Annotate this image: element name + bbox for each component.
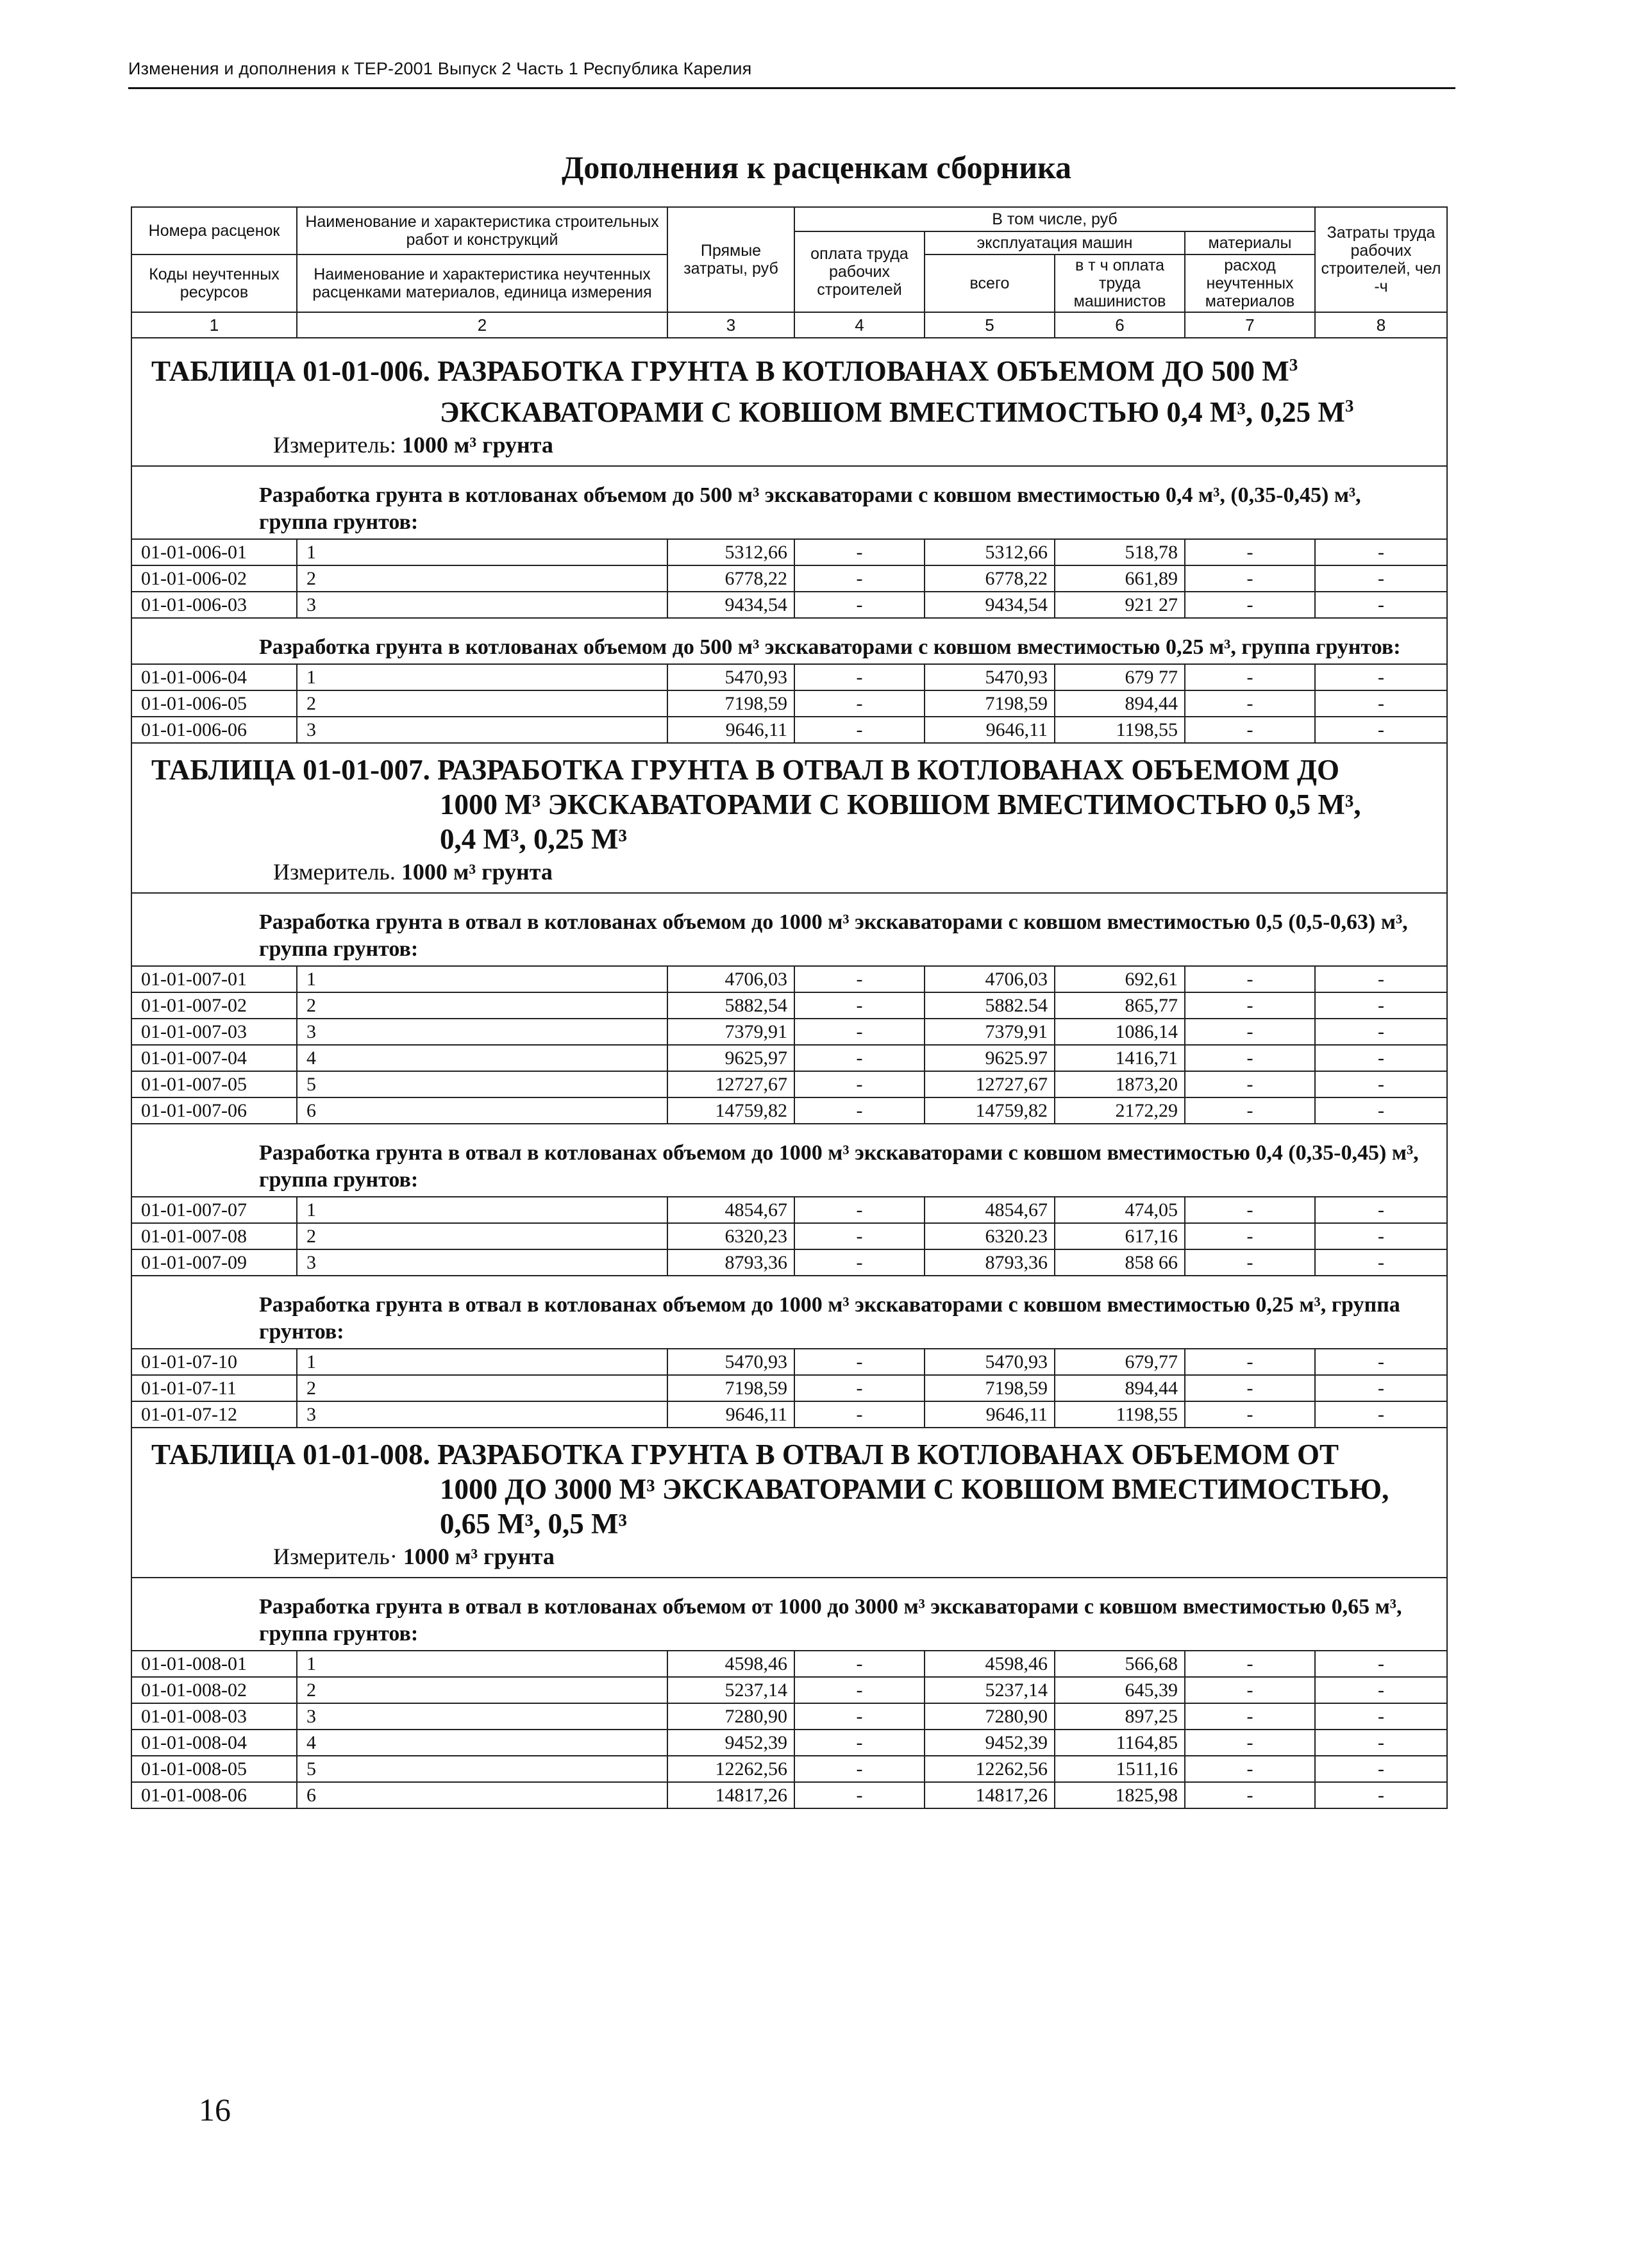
col-codes-header-bottom: Коды неучтенных ресурсов: [131, 254, 297, 312]
table-title-row: [131, 338, 1447, 466]
table-title-line: [151, 347, 1427, 388]
table-cell: -: [1315, 1349, 1447, 1375]
table-cell: -: [794, 1349, 925, 1375]
table-cell: 5470,93: [925, 1349, 1055, 1375]
table-cell: -: [794, 1375, 925, 1401]
table-cell: 01-01-007-08: [131, 1223, 297, 1249]
table-cell: 2: [297, 1677, 667, 1703]
table-cell: 4598,46: [667, 1651, 794, 1677]
group-title: Разработка грунта в котлованах объемом до 500 м³ экскаваторами с ковшом вместимостью 0,4 м³, (0,35-0,45) м³, группа грунтов:: [131, 466, 1447, 539]
table-cell: -: [1185, 1097, 1315, 1124]
table-row: [131, 592, 1447, 618]
col-number: 3: [667, 312, 794, 338]
table-row: [131, 690, 1447, 717]
table-cell: 01-01-07-12: [131, 1401, 297, 1428]
table-row: [131, 1677, 1447, 1703]
table-cell: 1873,20: [1055, 1071, 1185, 1097]
table-cell: 8793,36: [667, 1249, 794, 1276]
table-cell: -: [794, 1782, 925, 1808]
table-cell: 3: [297, 592, 667, 618]
table-cell: -: [794, 1249, 925, 1276]
table-row: [131, 1375, 1447, 1401]
table-cell: 1: [297, 1349, 667, 1375]
table-row: [131, 1782, 1447, 1808]
table-cell: 14817,26: [925, 1782, 1055, 1808]
running-header: Изменения и дополнения к ТЕР-2001 Выпуск 2 Часть 1 Республика Карелия: [128, 59, 752, 78]
table-cell: -: [794, 1651, 925, 1677]
col-machines-header: эксплуатация машин: [925, 231, 1185, 254]
table-cell: -: [1315, 1756, 1447, 1782]
table-cell: 14759,82: [667, 1097, 794, 1124]
table-row: [131, 1197, 1447, 1223]
table-cell: -: [794, 1401, 925, 1428]
table-cell: 7198,59: [925, 1375, 1055, 1401]
table-cell: -: [794, 1097, 925, 1124]
table-cell: -: [1185, 1019, 1315, 1045]
table-cell: 474,05: [1055, 1197, 1185, 1223]
table-title-cell: [131, 338, 1447, 466]
table-title-line: [151, 753, 1427, 787]
table-cell: -: [1315, 1703, 1447, 1730]
table-title-cell: [131, 743, 1447, 893]
table-row: [131, 1249, 1447, 1276]
table-cell: 4854,67: [925, 1197, 1055, 1223]
col-number: 5: [925, 312, 1055, 338]
table-row: [131, 664, 1447, 690]
col-number: 4: [794, 312, 925, 338]
table-cell: 2: [297, 565, 667, 592]
table-cell: 617,16: [1055, 1223, 1185, 1249]
table-cell: 1511,16: [1055, 1756, 1185, 1782]
table-title-text: ЭКСКАВАТОРАМИ С КОВШОМ ВМЕСТИМОСТЬЮ 0,4 М³, 0,25 М: [440, 396, 1345, 428]
table-cell: -: [1185, 1782, 1315, 1808]
table-cell: 01-01-007-07: [131, 1197, 297, 1223]
table-cell: -: [1185, 1249, 1315, 1276]
table-cell: -: [794, 1197, 925, 1223]
table-cell: -: [794, 717, 925, 743]
table-cell: 9452,39: [667, 1730, 794, 1756]
table-cell: -: [794, 664, 925, 690]
table-cell: 01-01-007-01: [131, 966, 297, 992]
table-cell: -: [1185, 1349, 1315, 1375]
table-cell: 01-01-006-02: [131, 565, 297, 592]
table-cell: 7280,90: [925, 1703, 1055, 1730]
table-cell: 6: [297, 1782, 667, 1808]
table-cell: 2: [297, 1223, 667, 1249]
table-cell: 7198,59: [667, 1375, 794, 1401]
table-cell: 679,77: [1055, 1349, 1185, 1375]
col-name-header-bottom: Наименование и характеристика неучтенных расценками материалов, единица измерения: [297, 254, 667, 312]
table-cell: -: [1185, 1071, 1315, 1097]
table-cell: 4706,03: [667, 966, 794, 992]
table-cell: 5470,93: [667, 664, 794, 690]
table-cell: 12727,67: [925, 1071, 1055, 1097]
header-rule: [128, 87, 1455, 89]
table-cell: 7198,59: [925, 690, 1055, 717]
group-title: Разработка грунта в отвал в котлованах объемом до 1000 м³ экскаваторами с ковшом вместимостью 0,5 (0,5-0,63) м³, группа грунтов:: [131, 893, 1447, 966]
table-cell: -: [1185, 1197, 1315, 1223]
table-cell: 2: [297, 992, 667, 1019]
table-cell: 01-01-07-10: [131, 1349, 297, 1375]
table-cell: 894,44: [1055, 690, 1185, 717]
table-cell: 01-01-008-01: [131, 1651, 297, 1677]
table-cell: -: [794, 592, 925, 618]
col-direct-costs-header: Прямые затраты, руб: [667, 207, 794, 312]
table-cell: -: [1315, 1197, 1447, 1223]
table-cell: 01-01-007-02: [131, 992, 297, 1019]
table-cell: 4: [297, 1730, 667, 1756]
col-including-header: В том числе, руб: [794, 207, 1315, 231]
table-title-text: 1000 ДО 3000 М³ ЭКСКАВАТОРАМИ С КОВШОМ ВМЕСТИМОСТЬЮ,: [440, 1473, 1389, 1505]
table-cell: -: [1315, 966, 1447, 992]
table-cell: -: [1315, 992, 1447, 1019]
table-cell: 01-01-006-01: [131, 539, 297, 565]
table-row: [131, 1651, 1447, 1677]
col-codes-header-top: Номера расценок: [131, 207, 297, 254]
table-cell: 2172,29: [1055, 1097, 1185, 1124]
table-cell: -: [794, 1223, 925, 1249]
table-cell: 9646,11: [925, 1401, 1055, 1428]
table-row: [131, 966, 1447, 992]
table-cell: 1: [297, 1651, 667, 1677]
table-cell: 9646,11: [667, 1401, 794, 1428]
table-row: [131, 565, 1447, 592]
table-cell: 5470,93: [667, 1349, 794, 1375]
table-cell: -: [1315, 1097, 1447, 1124]
table-row: [131, 1401, 1447, 1428]
table-cell: 645,39: [1055, 1677, 1185, 1703]
table-title-line: 0,65 М³, 0,5 М³: [440, 1508, 627, 1540]
table-cell: 5882,54: [667, 992, 794, 1019]
table-row: [131, 1071, 1447, 1097]
table-cell: 01-01-007-09: [131, 1249, 297, 1276]
table-cell: -: [794, 1019, 925, 1045]
table-cell: 3: [297, 1703, 667, 1730]
table-cell: 01-01-008-04: [131, 1730, 297, 1756]
col-number: 7: [1185, 312, 1315, 338]
col-machines-total-header: всего: [925, 254, 1055, 312]
measure-unit: [151, 429, 1427, 460]
table-cell: 7379,91: [667, 1019, 794, 1045]
table-row: [131, 539, 1447, 565]
table-cell: 12262,56: [925, 1756, 1055, 1782]
table-cell: -: [1315, 1651, 1447, 1677]
table-title-row: [131, 1428, 1447, 1578]
table-cell: 2: [297, 1375, 667, 1401]
table-cell: -: [794, 690, 925, 717]
table-row: [131, 1019, 1447, 1045]
group-title-row: [131, 1276, 1447, 1349]
measure-label: Измеритель.: [273, 859, 396, 885]
table-cell: 01-01-008-05: [131, 1756, 297, 1782]
table-cell: -: [1185, 1401, 1315, 1428]
table-cell: 3: [297, 1019, 667, 1045]
table-cell: 6320.23: [925, 1223, 1055, 1249]
table-cell: 692,61: [1055, 966, 1185, 992]
table-cell: 14759,82: [925, 1097, 1055, 1124]
table-cell: 1198,55: [1055, 717, 1185, 743]
measure-value: 1000 м³ грунта: [403, 1544, 555, 1569]
table-cell: 1416,71: [1055, 1045, 1185, 1071]
table-cell: 01-01-008-02: [131, 1677, 297, 1703]
table-cell: -: [794, 1071, 925, 1097]
table-cell: 01-01-006-06: [131, 717, 297, 743]
table-cell: -: [1315, 1223, 1447, 1249]
table-cell: 661,89: [1055, 565, 1185, 592]
table-cell: -: [1185, 992, 1315, 1019]
group-title-row: [131, 1578, 1447, 1651]
table-cell: -: [1315, 717, 1447, 743]
group-title-row: [131, 618, 1447, 664]
table-row: [131, 717, 1447, 743]
table-title-line: [151, 1472, 1427, 1506]
table-cell: 858 66: [1055, 1249, 1185, 1276]
measure-value: 1000 м³ грунта: [401, 432, 553, 458]
table-cell: 01-01-006-05: [131, 690, 297, 717]
table-cell: 1: [297, 1197, 667, 1223]
table-cell: 7198,59: [667, 690, 794, 717]
table-cell: -: [1185, 1223, 1315, 1249]
group-title-row: [131, 893, 1447, 966]
table-row: [131, 1756, 1447, 1782]
table-cell: -: [1185, 1703, 1315, 1730]
col-labor-hours-header: Затраты труда рабочих строителей, чел -ч: [1315, 207, 1447, 312]
measure-unit: [151, 856, 1427, 887]
table-cell: 9646,11: [925, 717, 1055, 743]
group-title: Разработка грунта в отвал в котлованах объемом до 1000 м³ экскаваторами с ковшом вместимостью 0,4 (0,35-0,45) м³, группа грунтов:: [131, 1124, 1447, 1197]
table-title-text: ТАБЛИЦА 01-01-006. РАЗРАБОТКА ГРУНТА В КОТЛОВАНАХ ОБЪЕМОМ ДО 500 М: [151, 355, 1289, 387]
table-row: [131, 1097, 1447, 1124]
table-cell: 518,78: [1055, 539, 1185, 565]
table-cell: 14817,26: [667, 1782, 794, 1808]
table-cell: 7379,91: [925, 1019, 1055, 1045]
table-cell: -: [1315, 565, 1447, 592]
rates-table: [131, 206, 1448, 1809]
measure-label: Измеритель·: [273, 1544, 398, 1569]
col-operators-pay-header: в т ч оплата труда машинистов: [1055, 254, 1185, 312]
table-title-line: [151, 388, 1427, 429]
table-cell: 1086,14: [1055, 1019, 1185, 1045]
table-row: [131, 1703, 1447, 1730]
table-body: [131, 338, 1447, 1808]
table-cell: -: [1185, 690, 1315, 717]
table-cell: 865,77: [1055, 992, 1185, 1019]
col-materials-header: расход неучтенных материалов: [1185, 254, 1315, 312]
table-cell: -: [794, 1756, 925, 1782]
table-header: [131, 207, 1447, 338]
table-cell: -: [1315, 539, 1447, 565]
table-cell: 01-01-006-04: [131, 664, 297, 690]
table-cell: -: [794, 1730, 925, 1756]
table-cell: -: [1185, 1730, 1315, 1756]
table-cell: 6778,22: [667, 565, 794, 592]
table-cell: 3: [297, 1401, 667, 1428]
table-cell: 566,68: [1055, 1651, 1185, 1677]
measure-value: 1000 м³ грунта: [401, 859, 553, 885]
table-title-line: 0,4 М³, 0,25 М³: [440, 823, 627, 855]
page-number: 16: [199, 2092, 231, 2128]
table-cell: 1198,55: [1055, 1401, 1185, 1428]
table-row: [131, 1223, 1447, 1249]
table-cell: 5: [297, 1071, 667, 1097]
table-cell: 9646,11: [667, 717, 794, 743]
table-cell: 01-01-07-11: [131, 1375, 297, 1401]
table-cell: -: [1185, 1756, 1315, 1782]
table-cell: -: [1315, 1677, 1447, 1703]
group-title: Разработка грунта в отвал в котлованах объемом от 1000 до 3000 м³ экскаваторами с ковшом вместимостью 0,65 м³, группа грунтов:: [131, 1578, 1447, 1651]
table-cell: -: [1185, 1651, 1315, 1677]
table-cell: -: [794, 1703, 925, 1730]
table-cell: 01-01-007-04: [131, 1045, 297, 1071]
superscript: 3: [1344, 396, 1354, 415]
table-cell: 4598,46: [925, 1651, 1055, 1677]
table-cell: 3: [297, 1249, 667, 1276]
table-cell: -: [1185, 664, 1315, 690]
table-cell: 5470,93: [925, 664, 1055, 690]
table-cell: 9434,54: [667, 592, 794, 618]
table-cell: 679 77: [1055, 664, 1185, 690]
table-cell: 01-01-007-03: [131, 1019, 297, 1045]
table-title-row: [131, 743, 1447, 893]
table-title-line: [151, 1437, 1427, 1472]
table-cell: 9625.97: [925, 1045, 1055, 1071]
table-row: [131, 1045, 1447, 1071]
table-cell: -: [1315, 592, 1447, 618]
table-title-text: 1000 М³ ЭКСКАВАТОРАМИ С КОВШОМ ВМЕСТИМОСТЬЮ 0,5 М³,: [440, 788, 1361, 821]
table-cell: 5312,66: [667, 539, 794, 565]
table-cell: -: [1185, 1375, 1315, 1401]
table-cell: 12262,56: [667, 1756, 794, 1782]
table-cell: 01-01-007-05: [131, 1071, 297, 1097]
table-cell: -: [1315, 1071, 1447, 1097]
table-cell: -: [1185, 717, 1315, 743]
table-cell: -: [1315, 1045, 1447, 1071]
table-cell: 9434,54: [925, 592, 1055, 618]
measure-unit: [151, 1541, 1427, 1572]
table-cell: -: [794, 1677, 925, 1703]
group-title: Разработка грунта в отвал в котлованах объемом до 1000 м³ экскаваторами с ковшом вместимостью 0,25 м³, группа грунтов:: [131, 1276, 1447, 1349]
table-cell: 6320,23: [667, 1223, 794, 1249]
table-cell: -: [1315, 1730, 1447, 1756]
table-cell: -: [794, 539, 925, 565]
table-cell: 4706,03: [925, 966, 1055, 992]
group-title-row: [131, 1124, 1447, 1197]
page-title: Дополнения к расценкам сборника: [561, 149, 1072, 185]
col-name-header-top: Наименование и характеристика строительных работ и конструкций: [297, 207, 667, 254]
table-cell: -: [794, 1045, 925, 1071]
group-title: Разработка грунта в котлованах объемом до 500 м³ экскаваторами с ковшом вместимостью 0,25 м³, группа грунтов:: [131, 618, 1447, 664]
table-cell: -: [1315, 1019, 1447, 1045]
table-cell: 1: [297, 664, 667, 690]
table-cell: 01-01-006-03: [131, 592, 297, 618]
table-cell: 5: [297, 1756, 667, 1782]
table-cell: -: [1315, 664, 1447, 690]
table-cell: -: [1185, 539, 1315, 565]
table-cell: 5237,14: [925, 1677, 1055, 1703]
table-cell: 4854,67: [667, 1197, 794, 1223]
table-cell: 9452,39: [925, 1730, 1055, 1756]
table-cell: -: [1185, 966, 1315, 992]
table-cell: 894,44: [1055, 1375, 1185, 1401]
table-cell: 1: [297, 539, 667, 565]
table-cell: 6778,22: [925, 565, 1055, 592]
table-cell: 5237,14: [667, 1677, 794, 1703]
table-cell: 4: [297, 1045, 667, 1071]
table-cell: 01-01-007-06: [131, 1097, 297, 1124]
table-cell: -: [1185, 1045, 1315, 1071]
superscript: 3: [1289, 355, 1298, 374]
table-cell: 7280,90: [667, 1703, 794, 1730]
table-cell: 12727,67: [667, 1071, 794, 1097]
table-cell: 1164,85: [1055, 1730, 1185, 1756]
col-number: 6: [1055, 312, 1185, 338]
table-row: [131, 1349, 1447, 1375]
table-title-line: [151, 787, 1427, 822]
table-cell: 9625,97: [667, 1045, 794, 1071]
column-numbers-row: [131, 312, 1447, 338]
table-cell: 01-01-008-06: [131, 1782, 297, 1808]
table-cell: -: [794, 565, 925, 592]
table-cell: -: [794, 992, 925, 1019]
col-number: 2: [297, 312, 667, 338]
table-cell: 3: [297, 717, 667, 743]
table-row: [131, 992, 1447, 1019]
table-cell: 8793,36: [925, 1249, 1055, 1276]
table-cell: -: [1185, 565, 1315, 592]
table-cell: 2: [297, 690, 667, 717]
table-cell: -: [794, 966, 925, 992]
table-cell: -: [1315, 1249, 1447, 1276]
col-workers-pay-header: оплата труда рабочих строителей: [794, 231, 925, 312]
measure-label: Измеритель:: [273, 432, 396, 458]
table-cell: 921 27: [1055, 592, 1185, 618]
table-title-text: ТАБЛИЦА 01-01-007. РАЗРАБОТКА ГРУНТА В ОТВАЛ В КОТЛОВАНАХ ОБЪЕМОМ ДО: [151, 754, 1340, 786]
table-cell: -: [1315, 1401, 1447, 1428]
table-cell: 5312,66: [925, 539, 1055, 565]
table-cell: 1: [297, 966, 667, 992]
table-cell: 01-01-008-03: [131, 1703, 297, 1730]
table-cell: 6: [297, 1097, 667, 1124]
table-cell: -: [1315, 1375, 1447, 1401]
table-cell: 5882.54: [925, 992, 1055, 1019]
col-materials-header-top: материалы: [1185, 231, 1315, 254]
table-cell: 897,25: [1055, 1703, 1185, 1730]
col-number: 8: [1315, 312, 1447, 338]
col-number: 1: [131, 312, 297, 338]
table-cell: -: [1185, 1677, 1315, 1703]
table-cell: -: [1315, 690, 1447, 717]
group-title-row: [131, 466, 1447, 539]
table-cell: 1825,98: [1055, 1782, 1185, 1808]
table-cell: -: [1185, 592, 1315, 618]
table-title-cell: [131, 1428, 1447, 1578]
table-title-text: ТАБЛИЦА 01-01-008. РАЗРАБОТКА ГРУНТА В ОТВАЛ В КОТЛОВАНАХ ОБЪЕМОМ ОТ: [151, 1438, 1339, 1471]
table-row: [131, 1730, 1447, 1756]
table-cell: -: [1315, 1782, 1447, 1808]
